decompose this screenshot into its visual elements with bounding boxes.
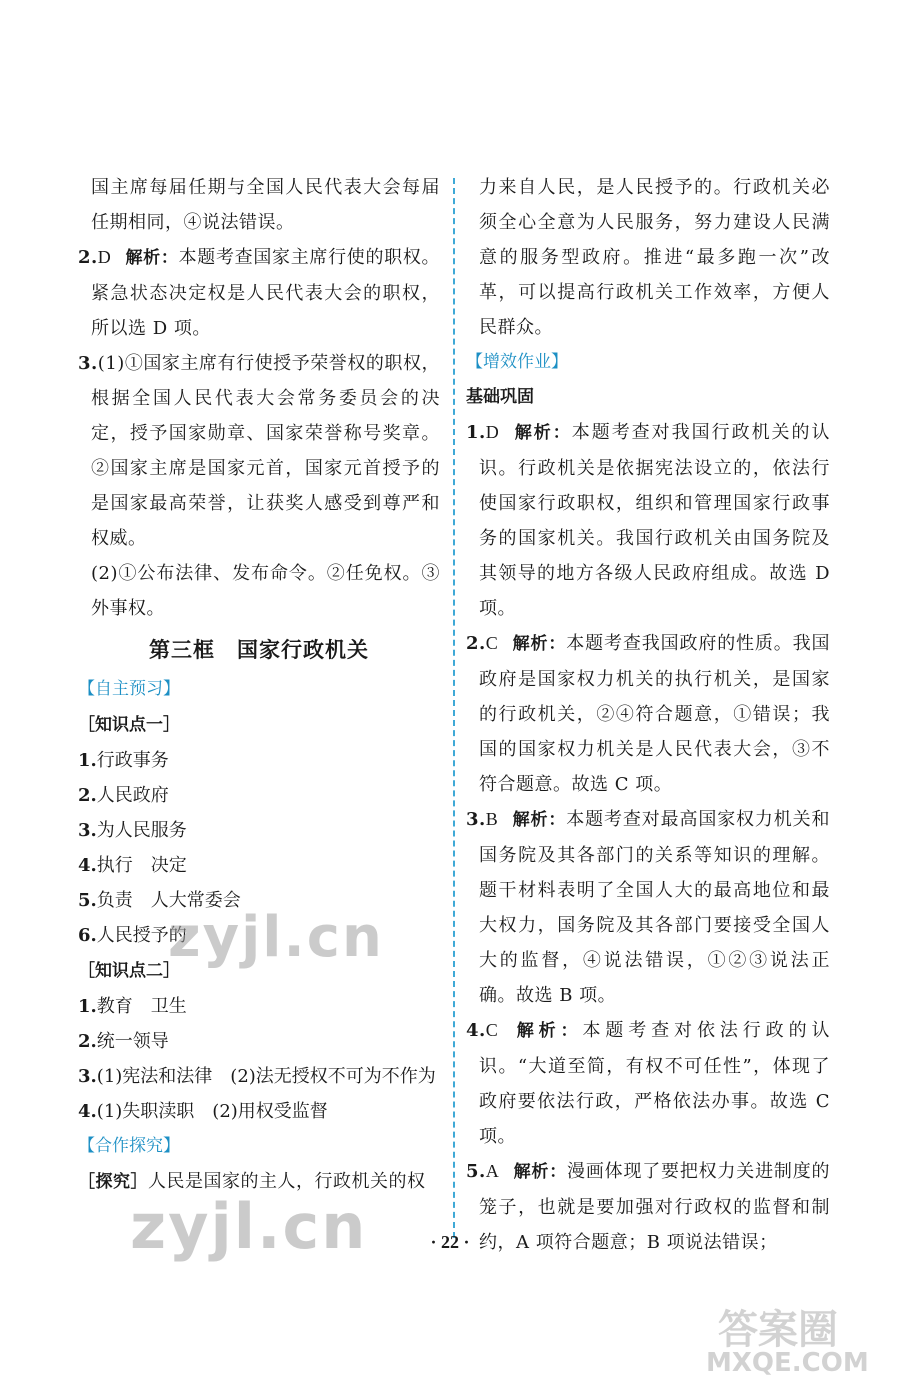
answer-label: 解析： bbox=[512, 634, 567, 654]
left-q2 bbox=[78, 240, 440, 346]
answer-text: 本题考查我国政府的性质。我国政府是国家权力机关的执行机关，是国家的行政机关，②④符合题意，①错误；我国的国家权力机关是人民代表大会，③不符合题意。故选 C 项。 bbox=[479, 633, 831, 795]
section-label-homework: 【增效作业】 bbox=[466, 352, 568, 372]
left-column bbox=[78, 170, 440, 1200]
kp1-num: 6. bbox=[78, 925, 97, 946]
answer-choice: D bbox=[485, 422, 500, 442]
left-para-1: 国主席每届任期与全国人民代表大会每届任期相同，④说法错误。 bbox=[91, 177, 440, 233]
answer-label: 解析： bbox=[512, 1021, 583, 1041]
kp2-num: 3. bbox=[78, 1066, 97, 1087]
answer-choice: A bbox=[485, 1161, 500, 1181]
answer-label: 解析： bbox=[513, 423, 572, 443]
kp2-label: ［知识点二］ bbox=[78, 961, 180, 981]
page-number: · 22 · bbox=[430, 1232, 470, 1252]
left-q3 bbox=[78, 346, 440, 556]
kp1-text: 人民授予的 bbox=[96, 925, 187, 946]
section-label-explore: 【合作探究】 bbox=[78, 1136, 180, 1156]
answer-num: 5. bbox=[466, 1161, 486, 1182]
kp1-text: 负责 人大常委会 bbox=[96, 890, 241, 911]
answer-num: 3. bbox=[466, 809, 486, 830]
watermark-text: zyjl.cn bbox=[130, 1190, 368, 1263]
section-label-preview: 【自主预习】 bbox=[78, 679, 180, 699]
kp1-num: 4. bbox=[78, 855, 97, 876]
kp2-text: 教育 卫生 bbox=[96, 996, 187, 1017]
kp1-num: 5. bbox=[78, 890, 97, 911]
kp2-num: 4. bbox=[78, 1101, 97, 1122]
watermark-text: zyjl.cn bbox=[168, 905, 384, 970]
kp2-item bbox=[78, 1024, 440, 1059]
section-title: 第三框 国家行政机关 bbox=[149, 638, 369, 662]
kp1-num: 2. bbox=[78, 785, 97, 806]
kp1-item bbox=[78, 848, 440, 883]
answer-item bbox=[466, 1013, 830, 1154]
subheading-basic: 基础巩固 bbox=[466, 387, 534, 407]
kp1-text: 执行 决定 bbox=[96, 855, 187, 876]
answer-choice: B bbox=[485, 809, 499, 829]
kp1-label: ［知识点一］ bbox=[78, 715, 180, 735]
answer-text: 漫画体现了要把权力关进制度的笼子，也就是要加强对行政权的监督和制约，A 项符合题意；B 项说法错误； bbox=[479, 1161, 831, 1253]
kp1-item bbox=[78, 743, 440, 778]
watermark-logo: 答案圈 bbox=[718, 1307, 838, 1353]
column-divider bbox=[453, 178, 455, 1238]
kp2-item bbox=[78, 989, 440, 1024]
answer-num: 1. bbox=[466, 422, 486, 443]
kp1-item bbox=[78, 883, 440, 918]
explore-text: 人民是国家的主人，行政机关的权 bbox=[148, 1171, 426, 1192]
watermark-url: MXQE.COM bbox=[706, 1348, 869, 1378]
kp2-item bbox=[78, 1094, 440, 1129]
kp1-num: 1. bbox=[78, 750, 97, 771]
answer-item bbox=[466, 802, 830, 1013]
kp1-item bbox=[78, 813, 440, 848]
kp2-text: 统一领导 bbox=[96, 1031, 169, 1052]
explore-para bbox=[78, 1164, 440, 1200]
kp1-item bbox=[78, 918, 440, 953]
q2-answer: D bbox=[97, 247, 112, 267]
kp2-num: 1. bbox=[78, 996, 97, 1017]
kp1-text: 行政事务 bbox=[96, 750, 169, 771]
right-column bbox=[466, 170, 830, 1260]
answer-text: 本题考查对最高国家权力机关和国务院及其各部门的关系等知识的理解。题干材料表明了全国人大的最高地位和最大权力，国务院及其各部门要接受全国人大的监督，④说法错误，①②③说法正确。故选 B 项。 bbox=[479, 809, 831, 1006]
knowledge-point-1 bbox=[78, 707, 440, 743]
q2-label: 解析： bbox=[125, 248, 179, 268]
answer-item bbox=[466, 415, 830, 626]
kp1-item bbox=[78, 778, 440, 813]
q2-num: 2. bbox=[78, 247, 98, 268]
answer-choice: C bbox=[485, 1020, 499, 1040]
kp2-num: 2. bbox=[78, 1031, 97, 1052]
answer-choice: C bbox=[485, 633, 499, 653]
kp1-text: 为人民服务 bbox=[96, 820, 187, 841]
q3-num: 3. bbox=[78, 353, 98, 374]
explore-label: ［探究］ bbox=[78, 1172, 148, 1192]
answer-num: 2. bbox=[466, 633, 486, 654]
knowledge-point-2 bbox=[78, 953, 440, 989]
answer-item bbox=[466, 626, 830, 802]
kp2-item bbox=[78, 1059, 440, 1094]
answer-label: 解析： bbox=[513, 1162, 568, 1182]
answer-text: 本题考查对依法行政的认识。“大道至简，有权不可任性”，体现了政府要依法行政，严格依法办事。故选 C 项。 bbox=[479, 1020, 830, 1147]
answer-label: 解析： bbox=[512, 810, 567, 830]
q3-text: (1)①国家主席有行使授予荣誉权的职权，根据全国人民代表大会常务委员会的决定，授予国家勋章、国家荣誉称号奖章。②国家主席是国家元首，国家元首授予的是国家最高荣誉，让获奖人感受到尊严和权威。 bbox=[91, 353, 440, 549]
kp2-text: (1)失职渎职 (2)用权受监督 bbox=[96, 1101, 328, 1122]
kp1-num: 3. bbox=[78, 820, 97, 841]
left-q3-part2: (2)①公布法律、发布命令。②任免权。③外事权。 bbox=[91, 563, 440, 619]
answer-text: 本题考查对我国行政机关的认识。行政机关是依据宪法设立的，依法行使国家行政职权，组织和管理国家行政事务的国家机关。我国行政机关由国务院及其领导的地方各级人民政府组成。故选 D 项。 bbox=[479, 422, 831, 619]
answer-num: 4. bbox=[466, 1020, 486, 1041]
kp2-text: (1)宪法和法律 (2)法无授权不可为不作为 bbox=[96, 1066, 436, 1087]
right-para-1: 力来自人民，是人民授予的。行政机关必须全心全意为人民服务，努力建设人民满意的服务型政府。推进“最多跑一次”改革，可以提高行政机关工作效率，方便人民群众。 bbox=[479, 177, 830, 338]
q2-text: 本题考查国家主席行使的职权。紧急状态决定权是人民代表大会的职权，所以选 D 项。 bbox=[91, 247, 441, 339]
kp1-text: 人民政府 bbox=[96, 785, 169, 806]
